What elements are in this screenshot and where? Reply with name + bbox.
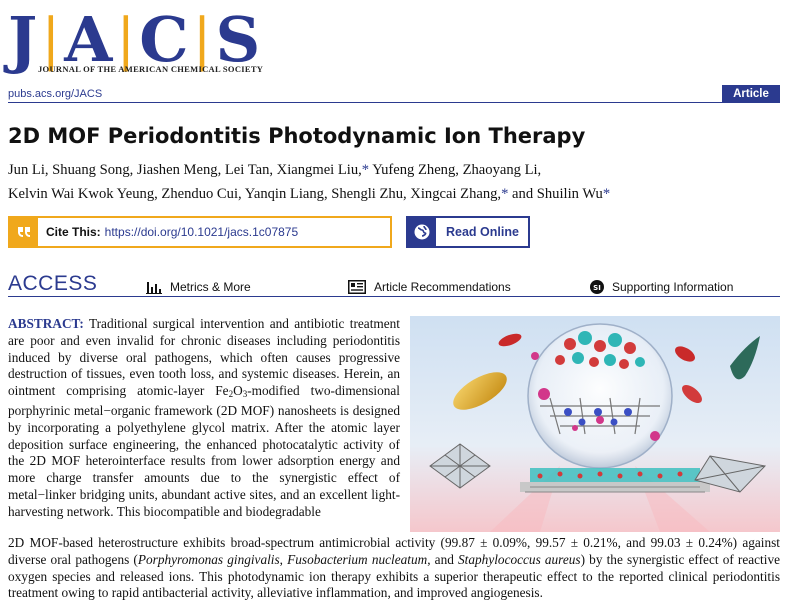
cite-label: Cite This: <box>46 225 101 239</box>
abstract-continuation <box>8 535 780 602</box>
metrics-more-link[interactable] <box>146 280 251 294</box>
supporting-information-link[interactable] <box>590 280 733 294</box>
species-porphyromonas: Porphyromonas gingivalis <box>137 551 280 567</box>
access-divider <box>8 296 780 297</box>
journal-logo[interactable] <box>8 2 261 76</box>
toc-graphic <box>410 316 780 532</box>
formula-sub-2: 2 <box>228 389 234 400</box>
read-online-button[interactable] <box>406 216 530 248</box>
read-online-label: Read Online <box>446 225 519 239</box>
abstract-text-2: -modified two-dimensional porphyrinic metal−organic framework (2D MOF) nanosheets is designed by incorporating a polyethylene glycol matrix. After the atomic layer deposition surface engineering, the enhanced photocatalytic activity of the 2D MOF heterointerface results from lower adsorption energy and more charge transfer amounts due to the synergistic effect of metal−linker bridging units, abundant active sites, and an excellent light-harvesting network. This biocompatible and biodegradable <box>8 383 400 519</box>
author-list <box>8 158 783 206</box>
species-fusobacterium: Fusobacterium nucleatum <box>287 551 428 567</box>
formula-fe: Fe <box>215 383 229 399</box>
authors-line-2b: and Shuilin Wu <box>508 186 603 202</box>
header-divider <box>8 102 780 103</box>
authors-line-1: Jun Li, Shuang Song, Jiashen Meng, Lei Tan, Xiangmei Liu, <box>8 162 362 178</box>
corresponding-star[interactable]: * <box>501 186 509 202</box>
journal-url-link[interactable]: pubs.acs.org/JACS <box>8 88 103 100</box>
formula-sub-3: 3 <box>242 389 248 400</box>
article-recommendations-label: Article Recommendations <box>374 280 511 294</box>
metrics-more-label: Metrics & More <box>170 280 251 294</box>
corresponding-star[interactable]: * <box>361 162 370 178</box>
abstract-comma-2: , and <box>427 551 459 567</box>
abstract-label: ABSTRACT: <box>8 316 84 331</box>
supporting-information-label: Supporting Information <box>612 280 734 294</box>
doi-link[interactable]: https://doi.org/10.1021/jacs.1c07875 <box>104 225 299 239</box>
abstract-text-3: 2D MOF-based heterostructure exhibits broad-spectrum antimicrobial activity (99.87 ± 0.09%, 99.57 ± 0.21%, and 99.03 ± 0.24%) against diverse oral pathogens ( <box>8 535 780 567</box>
formula-o: O <box>233 383 243 399</box>
authors-line-1b: Yufeng Zheng, Zhaoyang Li, <box>369 162 542 178</box>
article-list-icon <box>348 280 366 294</box>
toc-illustration <box>410 316 780 532</box>
article-recommendations-link[interactable] <box>348 280 511 294</box>
abstract-comma-1: , <box>279 551 288 567</box>
access-heading: ACCESS <box>8 272 98 295</box>
svg-text:SI: SI <box>593 283 601 292</box>
journal-tagline: JOURNAL OF THE AMERICAN CHEMICAL SOCIETY <box>38 64 264 74</box>
abstract-text-4: ) by the synergistic effect of reactive oxygen species and released ions. This photodynamic ion therapy exhibits a superior therapeutic effect to the reported clinical periodontitis treatment owing to rapid antibacterial activity, alleviative inflammation, and improved angiogenesis. <box>8 551 780 601</box>
globe-icon <box>408 218 436 246</box>
paper-title: 2D MOF Periodontitis Photodynamic Ion Therapy <box>8 124 586 148</box>
abstract-text-1: Traditional surgical intervention and antibiotic treatment are poor and even invalid for chronic diseases including periodontitis induced by diverse oral pathogens, which often causes progressive destruction of tissues, even tooth loss, and systemic diseases. Herein, an ointment comprising atomic-layer <box>8 316 400 399</box>
article-type-badge: Article <box>722 85 780 103</box>
abstract-column <box>8 316 400 521</box>
si-icon <box>590 280 604 294</box>
cite-quote-icon <box>10 218 38 246</box>
authors-line-2: Kelvin Wai Kwok Yeung, Zhenduo Cui, Yanqin Liang, Shengli Zhu, Xingcai Zhang, <box>8 186 502 202</box>
species-staphylococcus: Staphylococcus aureus <box>458 551 581 567</box>
cite-this-bar <box>8 216 392 248</box>
journal-logo-letters: J | A | C | S <box>8 3 261 76</box>
corresponding-star[interactable]: * <box>602 186 611 202</box>
bar-chart-icon <box>146 281 162 294</box>
